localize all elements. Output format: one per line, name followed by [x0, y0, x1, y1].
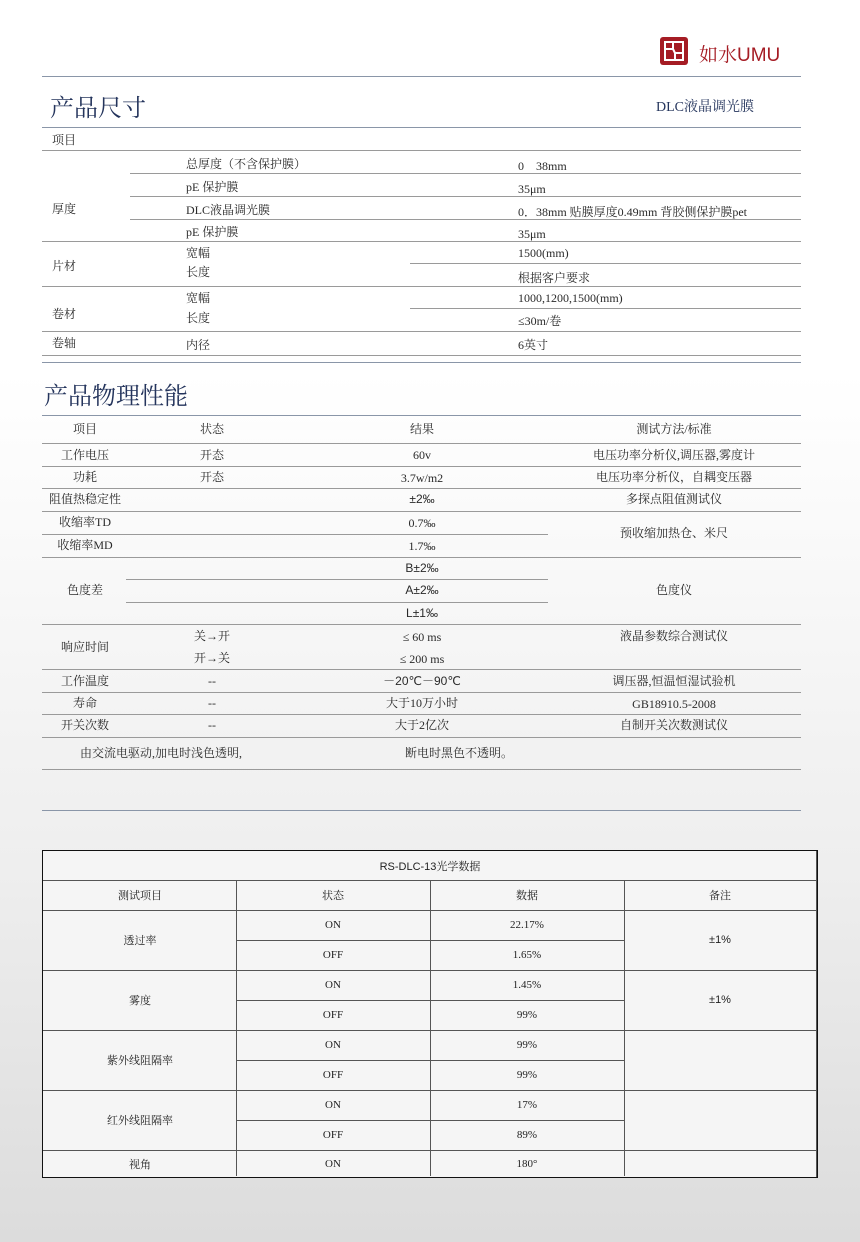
row-result: 大于10万小时	[385, 696, 459, 710]
response-state: 关→开	[193, 629, 231, 643]
row-method: 电压功率分析仪,调压器,雾度计	[592, 448, 756, 462]
roll-length-label: 长度	[186, 311, 211, 325]
response-state: 开→关	[193, 651, 231, 665]
row-line	[42, 150, 801, 151]
optical-state: OFF	[322, 949, 344, 961]
row-state: --	[208, 696, 216, 710]
thickness-value: 0．38mm 贴膜厚度0.49mm 背胶侧保护膜pet	[518, 205, 747, 219]
row-method: 预收缩加热仓、米尺	[619, 526, 729, 540]
row-line	[42, 286, 801, 287]
roll-label: 卷材	[52, 307, 77, 321]
row-method: 调压器,恒温恒湿试验机	[612, 674, 736, 688]
col-header-item: 项目	[52, 133, 77, 147]
optical-state: ON	[325, 1099, 341, 1111]
optical-item: 紫外线阻隔率	[107, 1055, 173, 1067]
optical-title: RS-DLC-13光学数据	[379, 861, 481, 873]
thickness-label: 厚度	[52, 202, 77, 216]
ruishui-logo-icon	[660, 37, 688, 65]
row-line	[42, 714, 801, 715]
roll-width-value: 1000,1200,1500(mm)	[518, 291, 623, 305]
optical-header: 备注	[709, 890, 731, 902]
row-result: ±2‰	[409, 492, 435, 506]
optical-item: 红外线阻隔率	[107, 1115, 173, 1127]
thickness-value: 35μm	[518, 227, 546, 241]
row-line	[42, 692, 801, 693]
row-item: 功耗	[72, 470, 98, 484]
response-method: 液晶参数综合测试仪	[619, 629, 729, 643]
row-state: --	[208, 718, 216, 732]
sheet-width-label: 宽幅	[186, 246, 211, 260]
optical-data-table	[42, 850, 818, 1178]
row-method: 自制开关次数测试仪	[619, 718, 729, 732]
grid-line	[624, 880, 625, 1176]
header-item: 项目	[72, 422, 98, 436]
optical-item: 雾度	[129, 995, 151, 1007]
row-line	[130, 173, 801, 174]
thickness-value: 0 38mm	[518, 159, 567, 173]
row-result: －20℃－90℃	[383, 674, 461, 688]
row-state: --	[208, 674, 216, 688]
axis-item: 内径	[186, 338, 211, 352]
row-method: 电压功率分析仪，自耦变压器	[595, 470, 753, 484]
thickness-item: DLC液晶调光膜	[186, 203, 271, 217]
row-line	[130, 196, 801, 197]
section-title-physical: 产品物理性能	[44, 384, 188, 410]
roll-length-value: ≤30m/卷	[518, 314, 562, 328]
color-item: 色度差	[66, 583, 104, 597]
optical-state: ON	[325, 1158, 341, 1170]
axis-label: 卷轴	[52, 336, 77, 350]
optical-value: 99%	[516, 1039, 538, 1051]
rule	[42, 810, 801, 811]
row-line	[42, 534, 548, 535]
optical-value: 89%	[516, 1129, 538, 1141]
row-line	[410, 308, 801, 309]
color-result: B±2‰	[405, 561, 439, 575]
row-item: 收缩率TD	[59, 515, 111, 529]
axis-value: 6英寸	[518, 338, 549, 352]
color-result: L±1‰	[406, 606, 438, 620]
sheet-length-label: 长度	[186, 265, 211, 279]
rule	[42, 415, 801, 416]
optical-state: OFF	[322, 1129, 344, 1141]
row-line	[42, 331, 801, 332]
thickness-item: 总厚度（不含保护膜）	[186, 157, 307, 171]
row-line	[42, 769, 801, 770]
optical-item: 视角	[129, 1159, 151, 1171]
response-result: ≤ 60 ms	[402, 630, 442, 644]
row-line	[42, 557, 801, 558]
thickness-item: pE 保护膜	[186, 180, 239, 194]
optical-item: 透过率	[123, 935, 157, 947]
rule	[42, 362, 801, 363]
note-right: 断电时黑色不透明。	[405, 746, 514, 760]
row-method: 多探点阻值测试仪	[625, 492, 723, 506]
row-state: 开态	[199, 448, 225, 462]
optical-value: 99%	[516, 1069, 538, 1081]
row-line	[42, 669, 801, 670]
optical-state: ON	[325, 1039, 341, 1051]
row-line	[42, 737, 801, 738]
row-result: 0.7‰	[408, 516, 436, 530]
row-line	[130, 219, 801, 220]
row-item: 阻值热稳定性	[48, 492, 122, 506]
rule	[42, 127, 801, 128]
row-line	[410, 263, 801, 264]
sheet-label: 片材	[52, 259, 77, 273]
header-rule	[42, 76, 801, 77]
row-line	[42, 511, 801, 512]
optical-value: 22.17%	[510, 919, 544, 931]
optical-note: ±1%	[709, 994, 731, 1006]
sheet-width-value: 1500(mm)	[518, 246, 569, 260]
optical-header: 测试项目	[118, 890, 162, 902]
row-result: 1.7‰	[408, 539, 436, 553]
row-method: GB18910.5-2008	[632, 697, 716, 711]
brand-name: 如水UMU	[699, 45, 781, 66]
row-line	[42, 488, 801, 489]
optical-state: ON	[325, 979, 341, 991]
thickness-item: pE 保护膜	[186, 225, 239, 239]
row-line	[42, 241, 801, 242]
row-line	[42, 466, 801, 467]
optical-header: 状态	[322, 890, 344, 902]
optical-state: ON	[325, 919, 341, 931]
row-item: 寿命	[72, 696, 98, 710]
roll-width-label: 宽幅	[186, 291, 211, 305]
row-item: 工作温度	[60, 674, 110, 688]
optical-note: ±1%	[709, 934, 731, 946]
section-subtitle: DLC液晶调光膜	[656, 100, 754, 115]
optical-state: OFF	[322, 1009, 344, 1021]
row-line	[126, 602, 548, 603]
optical-state: OFF	[322, 1069, 344, 1081]
color-result: A±2‰	[405, 583, 439, 597]
row-line	[42, 355, 801, 356]
row-line	[42, 443, 801, 444]
row-result: 60v	[413, 448, 431, 462]
sheet-length-value: 根据客户要求	[518, 271, 591, 285]
header-method: 测试方法/标准	[636, 422, 712, 436]
row-result: 3.7w/m2	[400, 471, 444, 485]
header-result: 结果	[409, 422, 435, 436]
response-result: ≤ 200 ms	[399, 652, 445, 666]
optical-value: 1.65%	[512, 949, 542, 961]
row-state: 开态	[199, 470, 225, 484]
note-left: 由交流电驱动,加电时浅色透明,	[80, 746, 243, 760]
header-state: 状态	[199, 422, 225, 436]
optical-value: 1.45%	[512, 979, 542, 991]
optical-value: 99%	[516, 1009, 538, 1021]
optical-value: 17%	[516, 1099, 538, 1111]
optical-value: 180°	[516, 1158, 538, 1170]
row-line	[126, 579, 548, 580]
section-title-dimensions: 产品尺寸	[50, 96, 146, 122]
response-item: 响应时间	[60, 640, 110, 654]
optical-header: 数据	[516, 890, 538, 902]
row-item: 收缩率MD	[57, 538, 113, 552]
row-line	[42, 624, 801, 625]
color-method: 色度仪	[655, 583, 693, 597]
grid-line	[816, 851, 817, 1177]
grid-line	[236, 880, 237, 1176]
grid-line	[430, 880, 431, 1176]
row-item: 开关次数	[60, 718, 110, 732]
row-item: 工作电压	[60, 448, 110, 462]
thickness-value: 35μm	[518, 182, 546, 196]
row-result: 大于2亿次	[394, 718, 450, 732]
